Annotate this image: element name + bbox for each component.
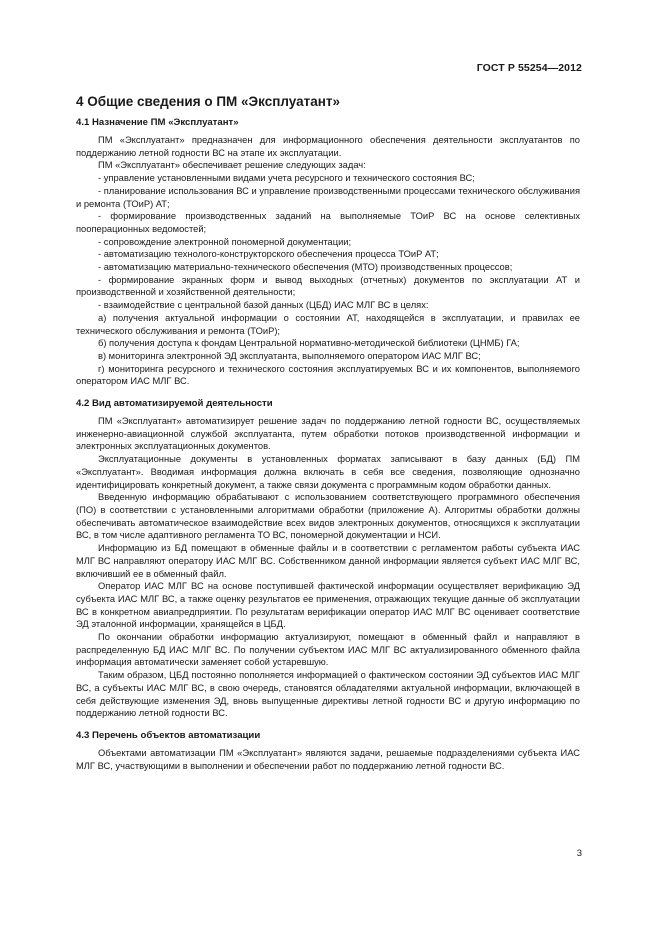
paragraph: ПМ «Эксплуатант» автоматизирует решение задач по поддержанию летной годности ВС, осуществляемых инженерно-авиационной службой эксплуатанта, путем обработки потоков производственной информации и электронных эксплуатационных документов. (76, 416, 580, 452)
paragraph: Информацию из БД помещают в обменные файлы и в соответствии с регламентом работы субъекта ИАС МЛГ ВС направляют оператору ИАС МЛГ ВС. Собственником данной информации является субъект ИАС МЛГ ВС, включивший ее в обменный файл. (76, 543, 580, 579)
section-title: 4 Общие сведения о ПМ «Эксплуатант» (76, 94, 341, 109)
list-item: в) мониторинга электронной ЭД эксплуатанта, выполняемого оператором ИАС МЛГ ВС; (98, 350, 481, 361)
standard-number: ГОСТ Р 55254—2012 (476, 62, 582, 74)
list-item: г) мониторинга ресурсного и технического состояния эксплуатируемых ВС и их компонентов, выполняемого оператором ИАС МЛГ ВС. (76, 363, 580, 387)
paragraph: Введенную информацию обрабатывают с использованием соответствующего программного обеспечения (ПО) в соответствии с установленными алгоритмами обработки (приложение А). Алгоритмы обработки должны обеспечивать автоматическое взаимодействие всех видов электронных документов, относящихся к эксплуатации ВС, в том числе адаптивного регламента ТО ВС, пономерной документации и НСИ. (76, 492, 580, 541)
subsection-title-4-2: 4.2 Вид автоматизируемой деятельности (76, 398, 273, 410)
paragraph: Объектами автоматизации ПМ «Эксплуатант» являются задачи, решаемые подразделениями субъекта ИАС МЛГ ВС, участвующими в выполнении и обеспечении работ по поддержанию летной годности ВС. (76, 747, 580, 771)
paragraph: По окончании обработки информацию актуализируют, помещают в обменный файл и направляют в распределенную БД ИАС МЛГ ВС. По получении субъектом ИАС МЛГ ВС актуализированного обменного файла информация автоматически заменяет собой устаревшую. (76, 632, 580, 668)
list-item: б) получения доступа к фондам Центральной нормативно-методической библиотеки (ЦНМБ) ГА; (98, 338, 520, 349)
list-item: а) получения актуальной информации о состоянии АТ, находящейся в эксплуатации, и правилах ее технического обслуживания и ремонта (ТОиР); (76, 312, 580, 336)
list-item: - автоматизацию материально-технического обеспечения (МТО) производственных процессов; (98, 262, 513, 273)
list-item: - сопровождение электронной пономерной документации; (98, 236, 352, 247)
page-number: 3 (576, 848, 582, 859)
list-item: - автоматизацию технолого-конструкторского обеспечения процесса ТОиР АТ; (98, 249, 439, 260)
paragraph: ПМ «Эксплуатант» обеспечивает решение следующих задач: (98, 160, 366, 171)
page-content (76, 94, 580, 772)
subsection-title-4-1: 4.1 Назначение ПМ «Эксплуатант» (76, 117, 239, 128)
list-item: - взаимодействие с центральной базой данных (ЦБД) ИАС МЛГ ВС в целях: (98, 300, 429, 311)
list-item: - планирование использования ВС и управление производственными процессами технического обслуживания и ремонта (ТОиР) АТ; (76, 185, 580, 209)
paragraph: Оператор ИАС МЛГ ВС на основе поступившей фактической информации осуществляет верификацию ЭД субъекта ИАС МЛГ ВС, а также оценку результатов ее применения, отражающих текущие данные об эксплуатации ВС в конкретном авиапредприятии. По результатам верификации оператор ИАС МЛГ ВС оценивает соответствие ЭД эталонной информации, хранящейся в ЦБД. (76, 581, 580, 630)
paragraph: Эксплуатационные документы в установленных форматах записывают в базу данных (БД) ПМ «Эксплуатант». Вводимая информация должна включать в себя все сведения, позволяющие однозначно идентифицировать конкретный документ, а также связи документа с программным кодом обработки данных. (76, 454, 580, 490)
paragraph: ПМ «Эксплуатант» предназначен для информационного обеспечения деятельности эксплуатантов по поддержанию летной годности ВС на этапе их эксплуатации. (76, 135, 580, 158)
list-item: - формирование производственных заданий на выполняемые ТОиР ВС на основе селективных пооперационных ведомостей; (76, 211, 580, 234)
list-item: - управление установленными видами учета ресурсного и технического состояния ВС; (98, 173, 475, 184)
subsection-title-4-3: 4.3 Перечень объектов автоматизации (76, 729, 261, 741)
paragraph: Таким образом, ЦБД постоянно пополняется информацией о фактическом состоянии ЭД субъектов ИАС МЛГ ВС, а субъекты ИАС МЛГ ВС, в свою очередь, становятся обладателями актуальной информации, включающей в себя действующие изменения ЭД, вновь выпущенные директивы летной годности ВС и другую информацию по поддержанию летной годности ВС. (76, 670, 580, 719)
list-item: - формирование экранных форм и вывод выходных (отчетных) документов по эксплуатации АТ и производственной и хозяйственной деятельности; (76, 274, 580, 298)
